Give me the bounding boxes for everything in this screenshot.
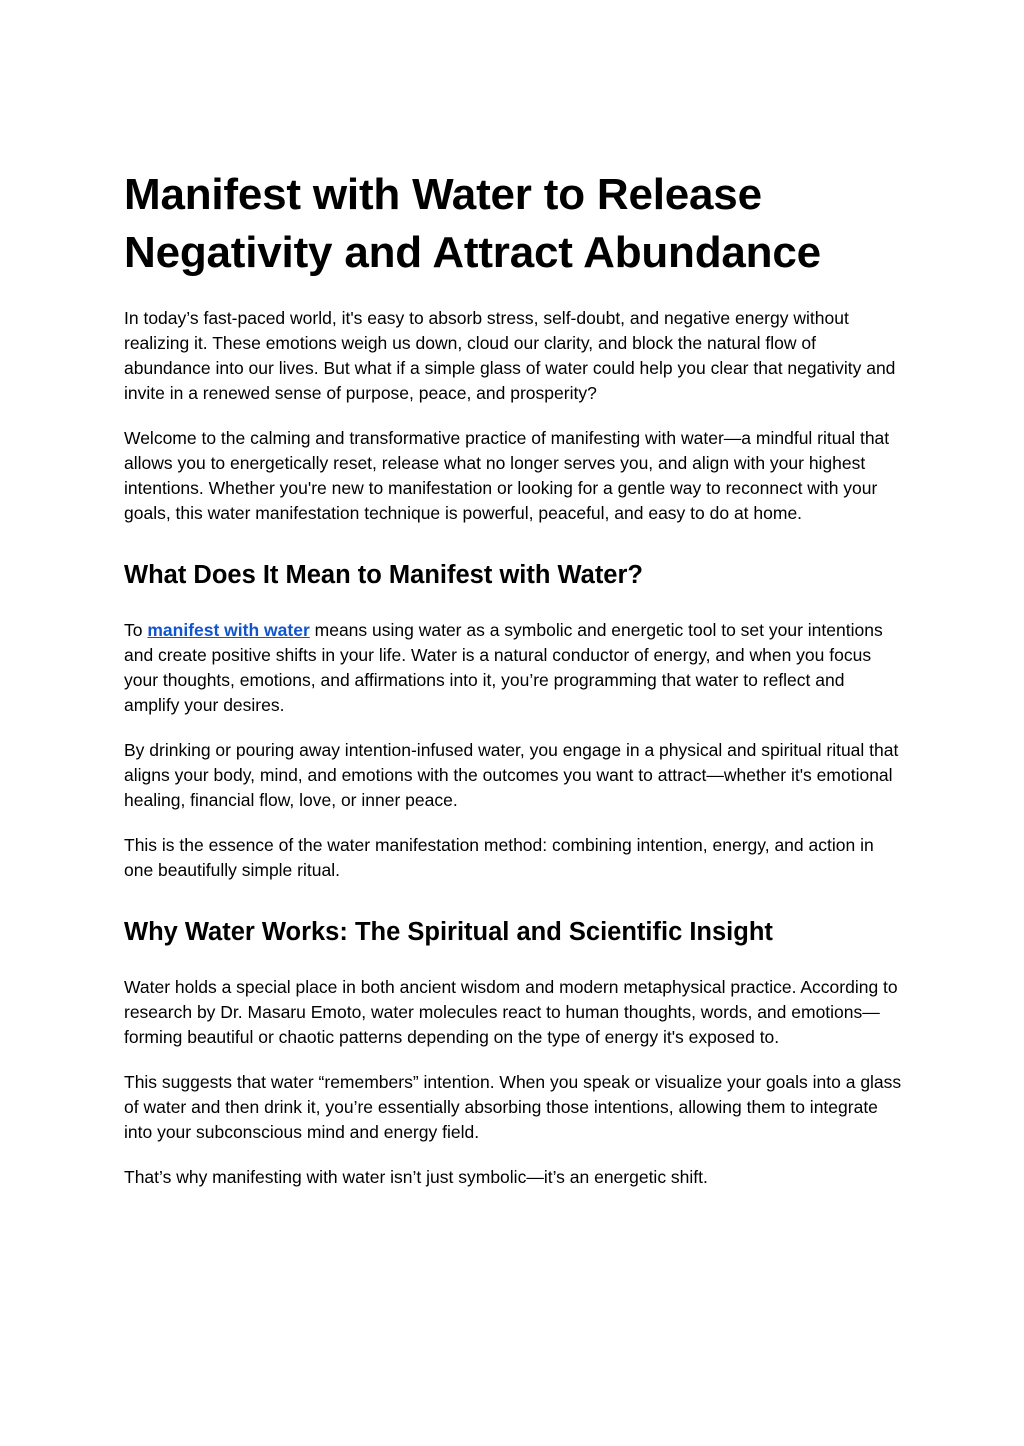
document-page (124, 166, 904, 1190)
page-title: Manifest with Water to Release Negativity and Attract Abundance (124, 170, 821, 277)
section1-paragraph-1-suffix: means using water as a symbolic and energetic tool to set your intentions and create positive shifts in your life. Water is a natural conductor of energy, and when you focus your thoughts, emotions, and affirmations into it, you’re programming that water to reflect and amplify your desires. (124, 620, 883, 715)
section1-paragraph-3: This is the essence of the water manifestation method: combining intention, energy, and action in one beautifully simple ritual. (124, 835, 874, 880)
intro-paragraph-1: In today’s fast-paced world, it's easy to absorb stress, self-doubt, and negative energy without realizing it. These emotions weigh us down, cloud our clarity, and block the natural flow of abundance into our lives. But what if a simple glass of water could help you clear that negativity and invite in a renewed sense of purpose, peace, and prosperity? (124, 308, 896, 403)
section2-paragraph-1: Water holds a special place in both ancient wisdom and modern metaphysical practice. According to research by Dr. Masaru Emoto, water molecules react to human thoughts, words, and emotions—forming beautiful or chaotic patterns depending on the type of energy it's exposed to. (124, 977, 898, 1047)
section1-paragraph-2: By drinking or pouring away intention-infused water, you engage in a physical and spiritual ritual that aligns your body, mind, and emotions with the outcomes you want to attract—whether it's emotional healing, financial flow, love, or inner peace. (124, 740, 899, 810)
intro-paragraph-2: Welcome to the calming and transformative practice of manifesting with water—a mindful ritual that allows you to energetically reset, release what no longer serves you, and align with your highest intentions. Whether you're new to manifestation or looking for a gentle way to reconnect with your goals, this water manifestation technique is powerful, peaceful, and easy to do at home. (124, 428, 890, 523)
section2-paragraph-2: This suggests that water “remembers” intention. When you speak or visualize your goals into a glass of water and then drink it, you’re essentially absorbing those intentions, allowing them to integrate into your subconscious mind and energy field. (124, 1072, 902, 1142)
section-heading-what-does-it-mean: What Does It Mean to Manifest with Water? (124, 561, 643, 589)
section2-paragraph-3: That’s why manifesting with water isn’t just symbolic—it’s an energetic shift. (124, 1167, 708, 1187)
section1-paragraph-1 (124, 618, 904, 718)
section1-paragraph-1-prefix: To (124, 620, 148, 640)
section-heading-why-water-works: Why Water Works: The Spiritual and Scientific Insight (124, 918, 773, 946)
manifest-with-water-link[interactable]: manifest with water (147, 620, 310, 640)
